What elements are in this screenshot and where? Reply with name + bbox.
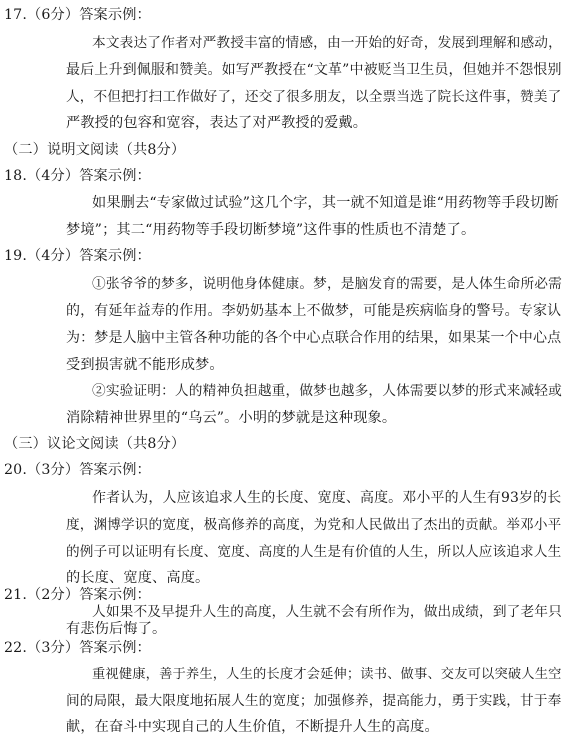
section-2-heading: （二）说明文阅读（共8分） bbox=[4, 142, 186, 158]
question-19-heading: 19.（4分）答案示例： bbox=[4, 248, 151, 264]
answer-17-line-3: 人，不但把打扫工作做好了，还交了很多朋友，以全票当选了院长这件事，赞美了 bbox=[66, 89, 562, 105]
answer-19-line-6: 消除精神世界里的“乌云”。小明的梦就是这种现象。 bbox=[66, 410, 397, 426]
answer-17-line-2: 最后上升到佩服和赞美。如写严教授在“文革”中被贬当卫生员，但她并不怨恨别 bbox=[66, 62, 562, 78]
answer-17-line-4: 严教授的包容和宽容，表达了对严教授的爱戴。 bbox=[66, 115, 368, 131]
answer-19-line-3: 为：梦是人脑中主管各种功能的各个中心点联合作用的结果，如果某一个中心点 bbox=[66, 330, 562, 346]
answer-20-line-1: 作者认为，人应该追求人生的长度、宽度、高度。邓小平的人生有93岁的长 bbox=[92, 490, 562, 506]
question-18-heading: 18.（4分）答案示例： bbox=[4, 168, 151, 184]
question-22-heading: 22.（3分）答案示例： bbox=[4, 640, 151, 656]
answer-21-line-2: 有悲伤后悔了。 bbox=[66, 621, 167, 637]
question-20-heading: 20.（3分）答案示例： bbox=[4, 462, 151, 478]
answer-19-line-1: ①张爷爷的梦多，说明他身体健康。梦，是脑发育的需要，是人体生命所必需 bbox=[92, 276, 562, 292]
answer-20-line-3: 的例子可以证明有长度、宽度、高度的人生是有价值的人生，所以人应该追求人生 bbox=[66, 544, 562, 560]
answer-18-line-1: 如果删去“专家做过试验”这几个字，其一就不知道是谁“用药物等手段切断 bbox=[92, 195, 559, 211]
answer-19-line-2: 的，有延年益寿的作用。李奶奶基本上不做梦，可能是疾病临身的警号。专家认 bbox=[66, 303, 562, 319]
answer-22-line-3: 献，在奋斗中实现自己的人生价值，不断提升人生的高度。 bbox=[66, 719, 439, 735]
question-17-heading: 17.（6分）答案示例： bbox=[4, 7, 151, 23]
answer-22-line-2: 间的局限，最大限度地拓展人生的宽度；加强修养，提高能力，勇于实践，甘于奉 bbox=[66, 693, 562, 709]
answer-20-line-4: 的长度、宽度、高度。 bbox=[66, 570, 210, 586]
answer-20-line-2: 度，渊博学识的宽度，极高修养的高度，为党和人民做出了杰出的贡献。举邓小平 bbox=[66, 517, 562, 533]
question-21-heading: 21.（2分）答案示例： bbox=[4, 587, 151, 603]
answer-19-line-5: ②实验证明：人的精神负担越重，做梦也越多，人体需要以梦的形式来减轻或 bbox=[92, 383, 562, 399]
answer-18-line-2: 梦境”；其二“用药物等手段切断梦境”这件事的性质也不清楚了。 bbox=[66, 222, 476, 238]
answer-17-line-1: 本文表达了作者对严教授丰富的情感，由一开始的好奇，发展到理解和感动， bbox=[92, 35, 562, 51]
section-3-heading: （三）议论文阅读（共8分） bbox=[4, 436, 186, 452]
answer-19-line-4: 受到损害就不能形成梦。 bbox=[66, 357, 224, 373]
answer-21-line-1: 人如果不及早提升人生的高度，人生就不会有所作为，做出成绩，到了老年只 bbox=[92, 604, 562, 620]
answer-22-line-1: 重视健康，善于养生，人生的长度才会延伸；读书、做事、交友可以突破人生空 bbox=[92, 667, 562, 682]
